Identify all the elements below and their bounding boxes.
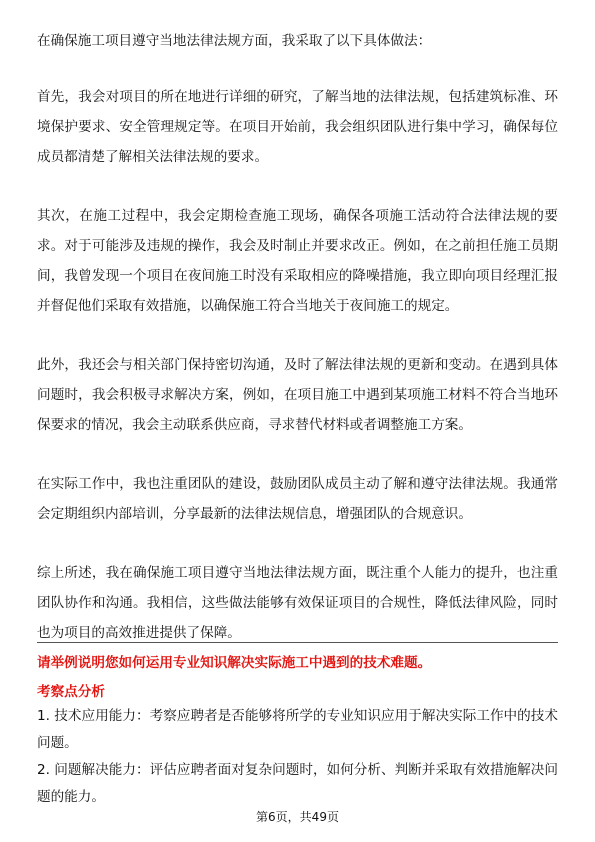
analysis-point-problem-solving: 2. 问题解决能力：评估应聘者面对复杂问题时，如何分析、判断并采取有效措施解决问题的能力。 (37, 762, 558, 805)
answer-paragraph-additional: 此外，我还会与相关部门保持密切沟通，及时了解法律法规的更新和变动。在遇到具体问题时，我会积极寻求解决方案，例如，在项目施工中遇到某项施工材料不符合当地环保要求的情况，我会主动联系供应商，寻求替代材料或者调整施工方案。 (37, 357, 558, 433)
answer-paragraph-first: 首先，我会对项目的所在地进行详细的研究，了解当地的法律法规，包括建筑标准、环境保护要求、安全管理规定等。在项目开始前，我会组织团队进行集中学习，确保每位成员都清楚了解相关法律法规的要求。 (37, 89, 558, 165)
analysis-point-technical: 1. 技术应用能力：考察应聘者是否能够将所学的专业知识应用于解决实际工作中的技术问题。 (37, 708, 558, 751)
answer-paragraph-second: 其次，在施工过程中，我会定期检查施工现场，确保各项施工活动符合法律法规的要求。对于可能涉及违规的操作，我会及时制止并要求改正。例如，在之前担任施工员期间，我曾发现一个项目在夜间施工时没有采取相应的降噪措施，我立即向项目经理汇报并督促他们采取有效措施，以确保施工符合当地关于夜间施工的规定。 (37, 208, 558, 314)
question-title: 请举例说明您如何运用专业知识解决实际施工中遇到的技术难题。 (37, 655, 432, 671)
analysis-list (37, 703, 558, 811)
section-heading: 考察点分析 (37, 684, 105, 700)
answer-paragraph-practice: 在实际工作中，我也注重团队的建设，鼓励团队成员主动了解和遵守法律法规。我通常会定期组织内部培训，分享最新的法律法规信息，增强团队的合规意识。 (37, 476, 558, 522)
section-divider (37, 642, 558, 643)
answer-paragraph-summary: 综上所述，我在确保施工项目遵守当地法律法规方面，既注重个人能力的提升，也注重团队协作和沟通。我相信，这些做法能够有效保证项目的合规性，降低法律风险，同时也为项目的高效推进提供了保障。 (37, 565, 558, 641)
answer-intro: 在确保施工项目遵守当地法律法规方面，我采取了以下具体做法： (37, 33, 432, 49)
page-number: 第6页，共49页 (256, 810, 339, 824)
answer-body (37, 26, 558, 648)
